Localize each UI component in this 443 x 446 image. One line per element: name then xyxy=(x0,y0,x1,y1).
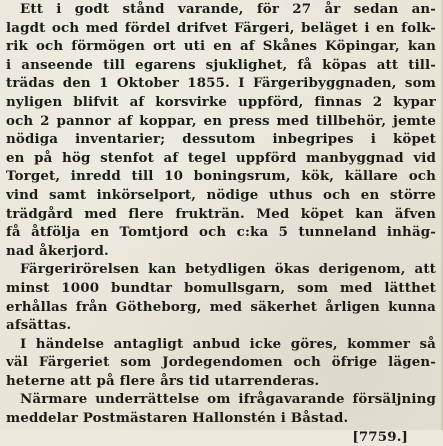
text-line: nyligen blifvit af korsvirke uppförd, finnas 2 kypar xyxy=(6,93,436,110)
advertisement-reference-number: [7759.] xyxy=(352,428,408,445)
paragraph-lease-alternative xyxy=(6,335,436,391)
text-line: minst 1000 bundtar bomullsgarn, som med lätthet xyxy=(6,279,436,296)
advertisement-column xyxy=(6,0,436,446)
text-line: Ett i godt stånd varande, för 27 år sedan an- xyxy=(20,1,436,17)
paragraph-business-potential xyxy=(6,260,436,334)
text-line: Torget, inredd till 10 boningsrum, kök, källare och xyxy=(6,168,436,185)
text-line: trädgård med flere frukträn. Med köpet kan äfven xyxy=(6,205,436,222)
text-line: vind samt inkörselport, nödige uthus och en större xyxy=(6,186,436,203)
text-line: en på hög stenfot af tegel uppförd manbyggnad vid xyxy=(6,149,436,166)
text-line: afsättas. xyxy=(6,317,72,334)
text-line: få åtfölja en Tomtjord och c:ka 5 tunneland inhäg- xyxy=(6,224,436,241)
text-line: trädas den 1 Oktober 1855. I Färgeribyggnaden, som xyxy=(6,75,436,92)
text-line: nödiga inventarier; dessutom inbegripes i köpet xyxy=(6,131,436,148)
text-line: lagdt och med fördel drifvet Färgeri, beläget i en folk- xyxy=(6,19,436,36)
text-line: I händelse antagligt anbud icke göres, kommer så xyxy=(20,335,436,352)
text-line: Närmare underrättelse om ifrågavarande försäljning xyxy=(20,391,436,408)
text-line: meddelar Postmästaren Hallonstén i Båstad. xyxy=(6,410,349,427)
text-line: rik och förmögen ort uti en af Skånes Köpingar, kan xyxy=(6,38,436,55)
text-line: väl Färgeriet som Jordegendomen och öfrige lägen- xyxy=(6,354,436,371)
paragraph-contact-information xyxy=(6,390,436,427)
paragraph-sale-description xyxy=(6,0,436,260)
text-line: nad åkerjord. xyxy=(6,242,109,259)
text-line: heterne att på flere års tid utarrenderas. xyxy=(6,372,320,389)
text-line: erhållas från Götheborg, med säkerhet årligen kunna xyxy=(6,298,436,315)
text-line: och 2 pannor af koppar, en press med tillbehör, jemte xyxy=(6,112,436,129)
text-line: i anseende till egarens sjuklighet, få köpas att till- xyxy=(6,56,436,73)
text-line: Färgerirörelsen kan betydligen ökas derigenom, att xyxy=(20,261,436,278)
